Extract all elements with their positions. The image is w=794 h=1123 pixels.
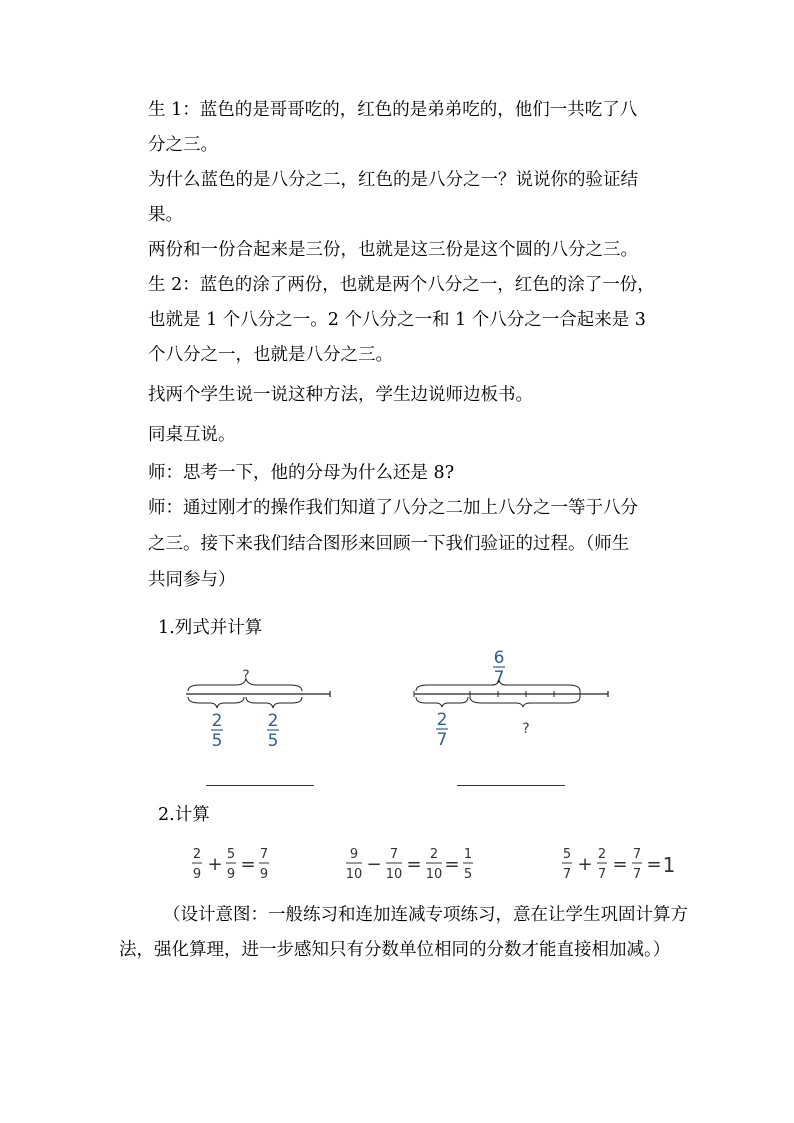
- diagram-2: [410, 645, 620, 755]
- answer-blank-1: [206, 785, 314, 786]
- eq-denominator: 10: [425, 867, 443, 882]
- text-line-3: 为什么蓝色的是八分之二，红色的是八分之一？说说你的验证结: [148, 170, 638, 190]
- question-mark: ?: [522, 721, 530, 737]
- eq-denominator: 10: [385, 867, 403, 882]
- fraction-numerator: 2: [211, 711, 223, 731]
- eq-numerator: 5: [226, 847, 236, 862]
- eq-numerator: 1: [463, 847, 473, 862]
- text-line-2: 分之三。: [148, 135, 218, 155]
- eq-operator: +: [207, 854, 223, 875]
- eq-numerator: 2: [429, 847, 439, 862]
- bottom-brace-left: [188, 697, 244, 708]
- equation-3: [558, 842, 678, 886]
- eq-numerator: 2: [192, 847, 202, 862]
- section-heading-1: 1.列式并计算: [158, 618, 263, 638]
- eq-denominator: 7: [562, 867, 572, 882]
- text-line-9: 找两个学生说一说这种方法，学生边说师边板书。: [148, 385, 533, 405]
- eq-equals: =: [646, 854, 662, 875]
- text-line-13: 之三。接下来我们结合图形来回顾一下我们验证的过程。（师生: [148, 534, 630, 554]
- eq-denominator: 5: [463, 867, 473, 882]
- text-line-14: 共同参与）: [148, 570, 236, 590]
- eq-denominator: 9: [226, 867, 236, 882]
- eq-equals: =: [444, 854, 460, 875]
- text-line-5: 两份和一份合起来是三份，也就是这三份是这个圆的八分之三。: [148, 240, 638, 260]
- question-mark: ?: [242, 668, 250, 684]
- eq-result: 1: [662, 853, 676, 877]
- eq-numerator: 7: [389, 847, 399, 862]
- eq-denominator: 9: [192, 867, 202, 882]
- fraction-denominator: 7: [493, 668, 505, 688]
- bottom-brace-right: [246, 697, 302, 708]
- eq-denominator: 7: [632, 867, 642, 882]
- text-line-4: 果。: [148, 205, 183, 225]
- eq-numerator: 7: [259, 847, 269, 862]
- text-line-12: 师：通过刚才的操作我们知道了八分之二加上八分之一等于八分: [148, 498, 638, 518]
- fraction-denominator: 5: [211, 731, 223, 751]
- equation-1: [188, 842, 278, 886]
- text-line-11: 师：思考一下，他的分母为什么还是 8?: [148, 463, 455, 483]
- text-line-7: 也就是 1 个八分之一。2 个八分之一和 1 个八分之一合起来是 3: [148, 310, 646, 330]
- eq-numerator: 5: [562, 847, 572, 862]
- answer-blank-2: [457, 785, 565, 786]
- diagram-1: [180, 660, 340, 760]
- section-heading-2: 2.计算: [158, 805, 210, 825]
- fraction-numerator: 2: [436, 710, 448, 730]
- eq-equals: =: [406, 854, 422, 875]
- eq-denominator: 10: [345, 867, 363, 882]
- eq-equals: =: [240, 854, 256, 875]
- eq-equals: =: [612, 854, 628, 875]
- text-line-10: 同桌互说。: [148, 425, 236, 445]
- design-note: （设计意图：一般练习和连加连减专项练习，意在让学生巩固计算方法，强化算理，进一步感知只有分数单位相同的分数才能直接相加减。）: [119, 905, 688, 960]
- eq-operator: +: [577, 854, 593, 875]
- eq-operator: −: [366, 854, 382, 875]
- fraction-numerator: 6: [493, 648, 505, 668]
- fraction-denominator: 7: [436, 730, 448, 750]
- eq-denominator: 9: [259, 867, 269, 882]
- eq-denominator: 7: [597, 867, 607, 882]
- bottom-brace-left: [416, 697, 468, 707]
- text-line-1: 生 1：蓝色的是哥哥吃的，红色的是弟弟吃的，他们一共吃了八: [148, 100, 638, 120]
- fraction-denominator: 5: [267, 731, 279, 751]
- eq-numerator: 9: [349, 847, 359, 862]
- eq-numerator: 2: [597, 847, 607, 862]
- text-line-6: 生 2：蓝色的涂了两份，也就是两个八分之一，红色的涂了一份，: [148, 275, 655, 295]
- eq-numerator: 7: [632, 847, 642, 862]
- fraction-numerator: 2: [267, 711, 279, 731]
- bottom-brace-right: [470, 697, 580, 707]
- equation-2: [342, 842, 482, 886]
- text-line-8: 个八分之一，也就是八分之三。: [148, 345, 393, 365]
